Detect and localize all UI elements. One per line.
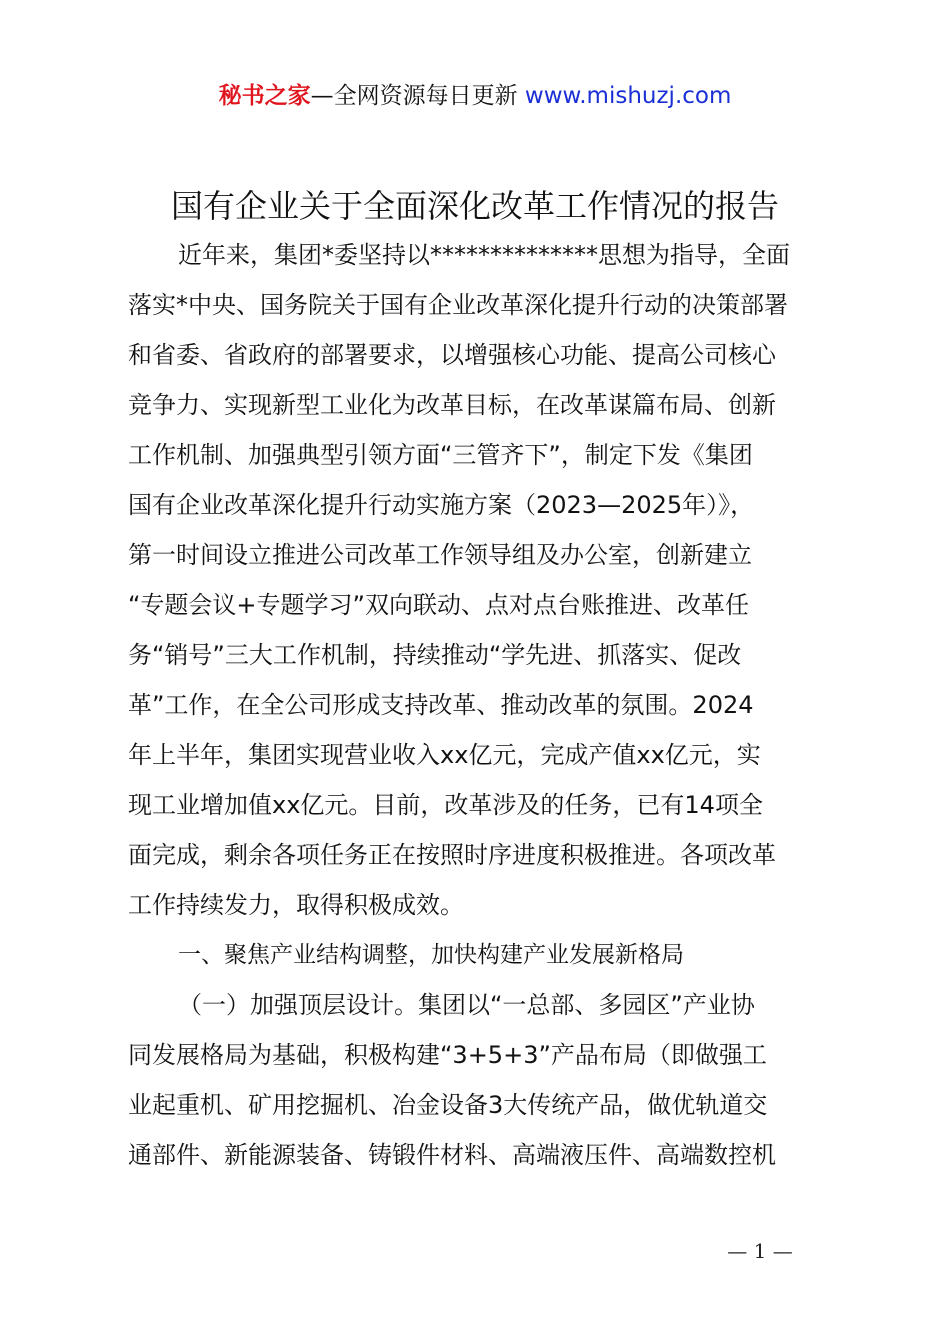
body-line: 落实*中央、国务院关于国有企业改革深化提升行动的决策部署 (128, 291, 788, 319)
body-line: 竞争力、实现新型工业化为改革目标，在改革谋篇布局、创新 (128, 391, 776, 419)
body-line: 第一时间设立推进公司改革工作领导组及办公室，创新建立 (128, 541, 752, 569)
body-line: 和省委、省政府的部署要求，以增强核心功能、提高公司核心 (128, 341, 776, 369)
body-line: “专题会议+专题学习”双向联动、点对点台账推进、改革任 (128, 591, 749, 619)
body-line: 国有企业改革深化提升行动实施方案（2023—2025年）》， (128, 491, 755, 519)
body-line: 工作持续发力，取得积极成效。 (128, 891, 464, 919)
body-line: 工作机制、加强典型引领方面“三管齐下”，制定下发《集团 (128, 441, 753, 469)
body-line: （一）加强顶层设计。集团以“一总部、多园区”产业协 (178, 991, 755, 1019)
document-body (128, 230, 848, 1180)
body-line: 通部件、新能源装备、铸锻件材料、高端液压件、高端数控机 (128, 1141, 776, 1169)
body-line: 业起重机、矿用挖掘机、冶金设备3大传统产品，做优轨道交 (128, 1091, 768, 1119)
body-line: 革”工作，在全公司形成支持改革、推动改革的氛围。2024 (128, 691, 754, 719)
body-line: 年上半年，集团实现营业收入xx亿元，完成产值xx亿元，实 (128, 741, 761, 769)
body-line: 面完成，剩余各项任务正在按照时序进度积极推进。各项改革 (128, 841, 776, 869)
body-line: 务“销号”三大工作机制，持续推动“学先进、抓落实、促改 (128, 641, 742, 669)
site-url-link[interactable]: www.mishuzj.com (524, 83, 732, 109)
section-heading: 一、聚焦产业结构调整，加快构建产业发展新格局 (178, 942, 684, 968)
page-number: — 1 — (727, 1239, 793, 1263)
body-line: 近年来，集团*委坚持以**************思想为指导，全面 (178, 241, 790, 269)
site-header (0, 80, 950, 112)
site-tagline: —全网资源每日更新 (310, 83, 525, 109)
document-title: 国有企业关于全面深化改革工作情况的报告 (170, 187, 779, 225)
body-line: 现工业增加值xx亿元。目前，改革涉及的任务，已有14项全 (128, 791, 763, 819)
site-brand: 秘书之家 (218, 83, 311, 109)
body-line: 同发展格局为基础，积极构建“3+5+3”产品布局（即做强工 (128, 1041, 767, 1069)
